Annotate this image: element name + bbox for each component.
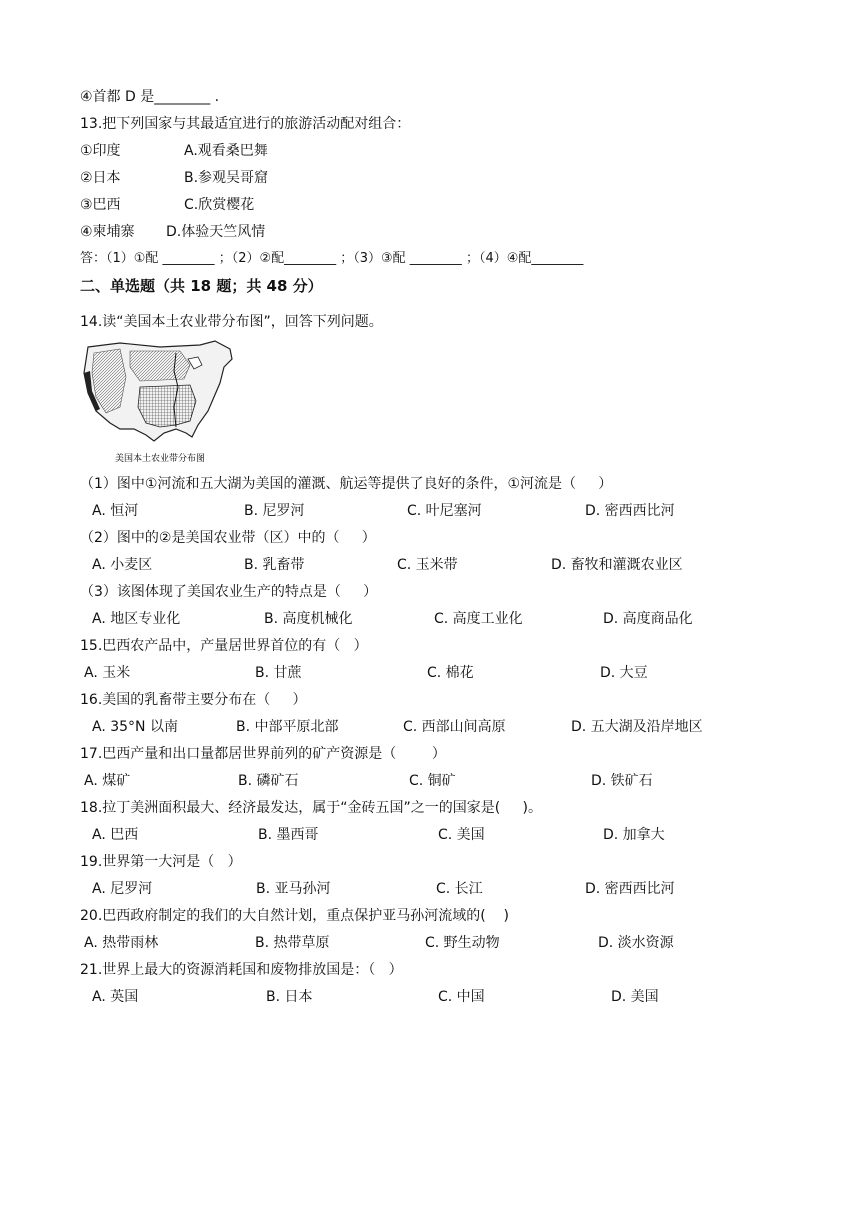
q20-stem: 20.巴西政府制定的我们的大自然计划，重点保护亚马孙河流域的( ) xyxy=(80,908,509,924)
q14-sub2-option-c: C. 玉米带 xyxy=(397,557,458,573)
q20-option-d: D. 淡水资源 xyxy=(598,935,674,951)
q21-option-c: C. 中国 xyxy=(438,989,485,1005)
q16-stem: 16.美国的乳畜带主要分布在（ ） xyxy=(80,692,307,708)
q19-option-b: B. 亚马孙河 xyxy=(256,881,331,897)
q14-stem: 14.读“美国本土农业带分布图”，回答下列问题。 xyxy=(80,314,383,330)
q19-stem: 19.世界第一大河是（ ） xyxy=(80,854,242,870)
q16-option-a: A. 35°N 以南 xyxy=(92,719,178,735)
q14-sub1-option-a: A. 恒河 xyxy=(92,503,139,519)
q13-right-3: C.欣赏樱花 xyxy=(184,197,255,213)
q16-option-d: D. 五大湖及沿岸地区 xyxy=(571,719,703,735)
crop-region xyxy=(138,385,196,427)
q17-stem: 17.巴西产量和出口量都居世界前列的矿产资源是（ ） xyxy=(80,746,446,762)
q13-left-1: ①印度 xyxy=(80,143,121,159)
q15-option-c: C. 棉花 xyxy=(427,665,474,681)
q14-sub3-option-a: A. 地区专业化 xyxy=(92,611,181,627)
q14-sub1-option-d: D. 密西西比河 xyxy=(585,503,675,519)
us-agriculture-map xyxy=(80,337,240,467)
q14-sub3-option-d: D. 高度商品化 xyxy=(603,611,693,627)
q15-option-a: A. 玉米 xyxy=(84,665,131,681)
q19-option-c: C. 长江 xyxy=(436,881,483,897)
q12-item4: ④首都 D 是________ . xyxy=(80,89,220,105)
q20-option-c: C. 野生动物 xyxy=(425,935,500,951)
q13-left-3: ③巴西 xyxy=(80,197,121,213)
q21-option-b: B. 日本 xyxy=(266,989,313,1005)
map-caption: 美国本土农业带分布图 xyxy=(114,454,206,464)
q18-option-c: C. 美国 xyxy=(438,827,485,843)
q15-option-b: B. 甘蔗 xyxy=(255,665,302,681)
q15-option-d: D. 大豆 xyxy=(600,665,648,681)
section-heading: 二、单选题（共 18 题；共 48 分） xyxy=(80,277,323,295)
q14-sub1-option-b: B. 尼罗河 xyxy=(244,503,305,519)
q16-option-b: B. 中部平原北部 xyxy=(236,719,339,735)
q19-option-d: D. 密西西比河 xyxy=(585,881,675,897)
q14-sub2-option-a: A. 小麦区 xyxy=(92,557,153,573)
q13-answer: 答：（1）①配 ________ ；（2）②配________ ；（3）③配 ________ ；（4）④配________ xyxy=(80,251,584,266)
q14-sub2-option-d: D. 畜牧和灌溉农业区 xyxy=(551,557,683,573)
q18-option-d: D. 加拿大 xyxy=(603,827,665,843)
northern-region xyxy=(130,351,190,381)
q13-right-4: D.体验天竺风情 xyxy=(166,224,266,240)
q17-option-c: C. 铜矿 xyxy=(409,773,456,789)
q19-option-a: A. 尼罗河 xyxy=(92,881,153,897)
q20-option-a: A. 热带雨林 xyxy=(84,935,159,951)
q21-option-d: D. 美国 xyxy=(611,989,659,1005)
q17-option-a: A. 煤矿 xyxy=(84,773,131,789)
q14-sub3-option-b: B. 高度机械化 xyxy=(264,611,353,627)
q14-sub2-stem: （2）图中的②是美国农业带（区）中的（ ） xyxy=(80,530,376,546)
q13-right-2: B.参观吴哥窟 xyxy=(184,170,269,186)
q14-sub3-stem: （3）该图体现了美国农业生产的特点是（ ） xyxy=(80,584,378,600)
q13-left-4: ④柬埔寨 xyxy=(80,224,135,240)
q14-sub2-option-b: B. 乳畜带 xyxy=(244,557,305,573)
q13-left-2: ②日本 xyxy=(80,170,121,186)
q21-stem: 21.世界上最大的资源消耗国和废物排放国是：（ ） xyxy=(80,962,403,978)
q18-option-b: B. 墨西哥 xyxy=(258,827,319,843)
q18-option-a: A. 巴西 xyxy=(92,827,139,843)
q20-option-b: B. 热带草原 xyxy=(255,935,330,951)
q14-sub1-stem: （1）图中①河流和五大湖为美国的灌溉、航运等提供了良好的条件，①河流是（ ） xyxy=(80,476,613,492)
q17-option-b: B. 磷矿石 xyxy=(238,773,299,789)
us-map-illustration xyxy=(80,337,240,467)
q14-sub3-option-c: C. 高度工业化 xyxy=(434,611,523,627)
q18-stem: 18.拉丁美洲面积最大、经济最发达，属于“金砖五国”之一的国家是( )。 xyxy=(80,800,542,816)
q16-option-c: C. 西部山间高原 xyxy=(403,719,506,735)
q15-stem: 15.巴西农产品中，产量居世界首位的有（ ） xyxy=(80,638,368,654)
q14-sub1-option-c: C. 叶尼塞河 xyxy=(407,503,482,519)
q21-option-a: A. 英国 xyxy=(92,989,139,1005)
q17-option-d: D. 铁矿石 xyxy=(591,773,653,789)
q13-right-1: A.观看桑巴舞 xyxy=(184,143,268,159)
q13-stem: 13.把下列国家与其最适宜进行的旅游活动配对组合： xyxy=(80,116,411,132)
